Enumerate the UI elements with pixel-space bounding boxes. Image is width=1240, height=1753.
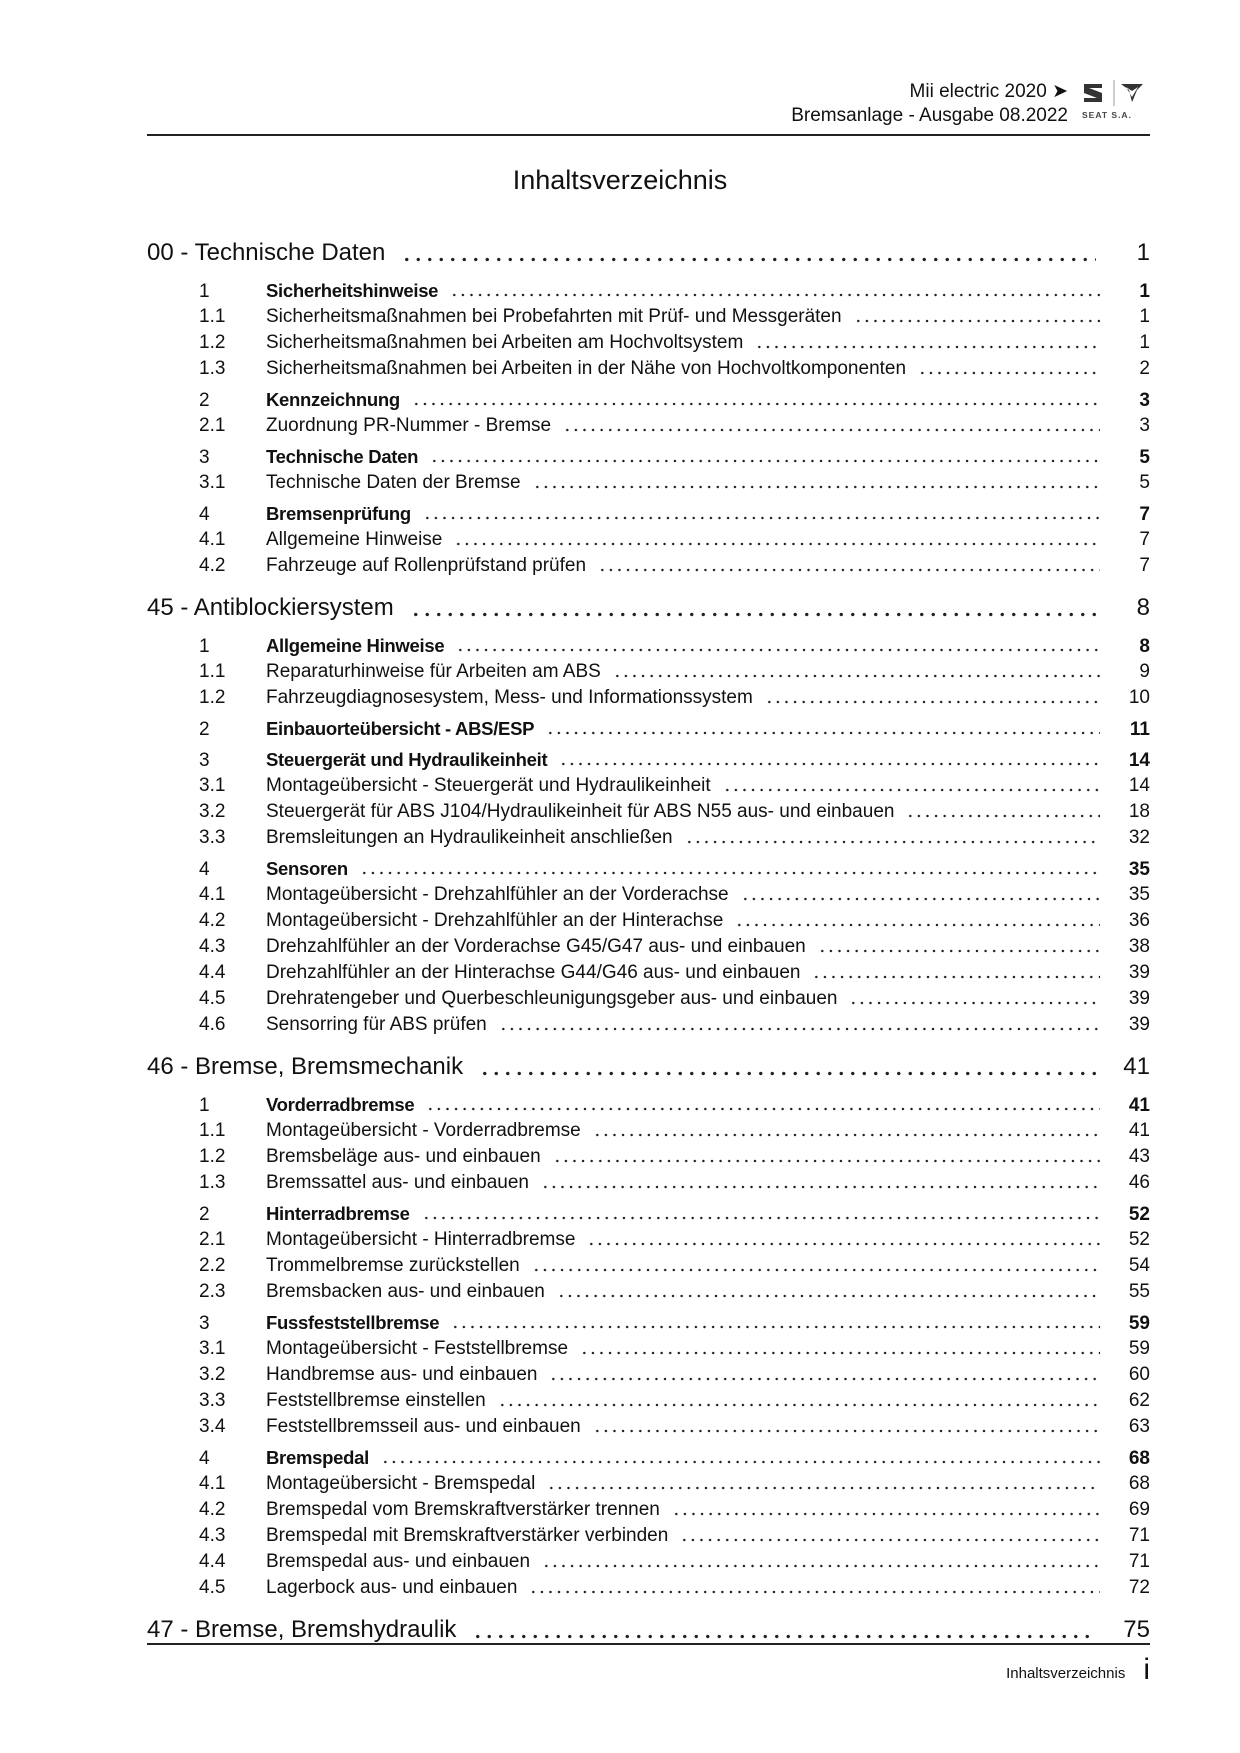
toc-subsection-entry[interactable] xyxy=(147,1336,1150,1362)
dot-leader xyxy=(593,1133,1100,1137)
dot-leader xyxy=(906,814,1100,818)
dot-leader xyxy=(918,371,1100,375)
toc-subsection-entry[interactable] xyxy=(147,1118,1150,1144)
entry-title: Fussfeststellbremse xyxy=(266,1312,440,1333)
toc-subsection-entry[interactable] xyxy=(147,1279,1150,1305)
entry-number: 2.1 xyxy=(199,1229,226,1250)
entry-title: Trommelbremse zurückstellen xyxy=(266,1255,520,1276)
dot-leader xyxy=(553,1159,1100,1163)
toc-subsection-entry[interactable] xyxy=(147,304,1150,330)
toc-subsection-entry[interactable] xyxy=(147,773,1150,799)
entry-title: Sensorring für ABS prüfen xyxy=(266,1014,487,1035)
entry-title: Montageübersicht - Bremspedal xyxy=(266,1473,536,1494)
entry-title: Handbremse aus- und einbauen xyxy=(266,1364,538,1385)
page-number: 1 xyxy=(1139,281,1150,302)
entry-title: Bremspedal mit Bremskraftverstärker verbinden xyxy=(266,1525,669,1546)
entry-number: 4.1 xyxy=(199,529,226,550)
entry-number: 1 xyxy=(199,281,210,302)
dot-leader xyxy=(430,459,1100,463)
footer-page-number: i xyxy=(1143,1653,1150,1686)
page-number: 1 xyxy=(1139,332,1150,353)
entry-title: Fahrzeugdiagnosesystem, Mess- und Informationssystem xyxy=(266,687,753,708)
entry-title: Allgemeine Hinweise xyxy=(266,635,445,656)
entry-number: 4 xyxy=(199,859,210,880)
toc-subsection-entry[interactable] xyxy=(147,934,1150,960)
dot-leader xyxy=(735,923,1100,927)
toc-section-entry[interactable] xyxy=(147,387,1150,413)
entry-title: Bremspedal xyxy=(266,1447,369,1468)
toc-subsection-entry[interactable] xyxy=(147,1414,1150,1440)
entry-number: 3.1 xyxy=(199,775,226,796)
toc-subsection-entry[interactable] xyxy=(147,1497,1150,1523)
entry-title: Sicherheitsmaßnahmen bei Arbeiten am Hochvoltsystem xyxy=(266,332,744,353)
page-number: 8 xyxy=(1136,594,1150,621)
page-number: 39 xyxy=(1128,962,1150,983)
page-number: 52 xyxy=(1128,1229,1150,1250)
toc-subsection-entry[interactable] xyxy=(147,1227,1150,1253)
footer-section: Inhaltsverzeichnis xyxy=(1006,1665,1126,1682)
page-number: 46 xyxy=(1128,1172,1150,1193)
page-number: 69 xyxy=(1128,1499,1150,1520)
toc-section-entry[interactable] xyxy=(147,444,1150,470)
page-number: 18 xyxy=(1128,801,1150,822)
entry-title: Drehzahlfühler an der Hinterachse G44/G46 aus- und einbauen xyxy=(266,962,801,983)
page-number: 1 xyxy=(1139,306,1150,327)
entry-number: 1.2 xyxy=(199,332,226,353)
page-number: 62 xyxy=(1128,1390,1150,1411)
dot-leader xyxy=(422,1216,1100,1220)
page-number: 3 xyxy=(1139,390,1150,411)
toc-section-entry[interactable] xyxy=(147,501,1150,527)
entry-title: Hinterradbremse xyxy=(266,1203,410,1224)
page-number: 5 xyxy=(1139,447,1150,468)
entry-title: Technische Daten der Bremse xyxy=(266,472,521,493)
toc-section-entry[interactable] xyxy=(147,747,1150,773)
entry-title: Drehzahlfühler an der Vorderachse G45/G47 aus- und einbauen xyxy=(266,936,806,957)
entry-title: Montageübersicht - Drehzahlfühler an der Vorderachse xyxy=(266,884,729,905)
entry-title: Bremsenprüfung xyxy=(266,503,411,524)
chapter-title: 47 - Bremse, Bremshydraulik xyxy=(147,1616,457,1643)
dot-leader xyxy=(541,1185,1100,1189)
toc-subsection-entry[interactable] xyxy=(147,1575,1150,1601)
toc-subsection-entry[interactable] xyxy=(147,1388,1150,1414)
entry-number: 4.6 xyxy=(199,1014,226,1035)
entry-number: 1.2 xyxy=(199,687,226,708)
dot-leader xyxy=(849,1001,1100,1005)
entry-title: Steuergerät für ABS J104/Hydraulikeinheit für ABS N55 aus- und einbauen xyxy=(266,801,895,822)
toc-section-entry[interactable] xyxy=(147,716,1150,742)
page-number: 52 xyxy=(1128,1204,1150,1225)
toc-subsection-entry[interactable] xyxy=(147,1253,1150,1279)
entry-title: Montageübersicht - Steuergerät und Hydraulikeinheit xyxy=(266,775,711,796)
dot-leader xyxy=(598,568,1100,572)
entry-number: 1 xyxy=(199,1095,210,1116)
entry-number: 4.4 xyxy=(199,1551,226,1572)
entry-title: Sicherheitsmaßnahmen bei Probefahrten mit Prüf- und Messgeräten xyxy=(266,306,842,327)
toc-subsection-entry[interactable] xyxy=(147,470,1150,496)
entry-number: 2.3 xyxy=(199,1281,226,1302)
dot-leader xyxy=(546,731,1100,735)
page-number: 68 xyxy=(1128,1448,1150,1469)
page-number: 39 xyxy=(1128,988,1150,1009)
page-number: 41 xyxy=(1123,1053,1150,1080)
entry-title: Sensoren xyxy=(266,858,348,879)
toc-subsection-entry[interactable] xyxy=(147,1549,1150,1575)
entry-number: 3.2 xyxy=(199,801,226,822)
entry-number: 4.2 xyxy=(199,1499,226,1520)
dot-leader xyxy=(456,648,1100,652)
entry-number: 4 xyxy=(199,504,210,525)
toc-subsection-entry[interactable] xyxy=(147,659,1150,685)
page-number: 35 xyxy=(1128,859,1150,880)
toc-subsection-entry[interactable] xyxy=(147,1144,1150,1170)
dot-leader xyxy=(499,1027,1100,1031)
toc-section-entry[interactable] xyxy=(147,856,1150,882)
page-number: 55 xyxy=(1128,1281,1150,1302)
page-number: 14 xyxy=(1128,775,1150,796)
toc-chapter-entry[interactable] xyxy=(147,1613,1150,1647)
entry-number: 3.3 xyxy=(199,827,226,848)
dot-leader xyxy=(454,542,1100,546)
entry-number: 4.3 xyxy=(199,936,226,957)
entry-number: 2 xyxy=(199,390,210,411)
entry-number: 2 xyxy=(199,1204,210,1225)
entry-number: 1.3 xyxy=(199,1172,226,1193)
dot-leader xyxy=(547,1486,1100,1490)
entry-title: Kennzeichnung xyxy=(266,389,400,410)
entry-number: 3.4 xyxy=(199,1416,226,1437)
entry-title: Zuordnung PR-Nummer - Bremse xyxy=(266,415,552,436)
page-number: 54 xyxy=(1128,1255,1150,1276)
toc-subsection-entry[interactable] xyxy=(147,986,1150,1012)
entry-number: 3 xyxy=(199,1313,210,1334)
page-number: 71 xyxy=(1128,1551,1150,1572)
header-edition: Bremsanlage - Ausgabe 08.2022 xyxy=(791,105,1068,126)
toc-subsection-entry[interactable] xyxy=(147,1523,1150,1549)
entry-number: 3.2 xyxy=(199,1364,226,1385)
dot-leader xyxy=(549,1377,1100,1381)
dot-leader xyxy=(587,1242,1100,1246)
page-number: 14 xyxy=(1128,750,1150,771)
entry-title: Montageübersicht - Hinterradbremse xyxy=(266,1229,576,1250)
entry-number: 3.1 xyxy=(199,472,226,493)
header-model: Mii electric 2020 ➤ xyxy=(909,81,1068,102)
dot-leader xyxy=(723,788,1100,792)
page-number: 71 xyxy=(1128,1525,1150,1546)
dot-leader xyxy=(542,1564,1100,1568)
dot-leader xyxy=(559,762,1100,766)
dot-leader xyxy=(381,1460,1100,1464)
dot-leader xyxy=(593,1429,1100,1433)
page-number: 39 xyxy=(1128,1014,1150,1035)
entry-title: Sicherheitsmaßnahmen bei Arbeiten in der Nähe von Hochvoltkomponenten xyxy=(266,358,907,379)
toc-section-entry[interactable] xyxy=(147,1201,1150,1227)
page-number: 41 xyxy=(1128,1095,1150,1116)
page-title: Inhaltsverzeichnis xyxy=(512,165,728,195)
toc-chapter-entry[interactable] xyxy=(147,236,1150,270)
entry-number: 1.1 xyxy=(199,1120,226,1141)
entry-number: 4.2 xyxy=(199,555,226,576)
toc-section-entry[interactable] xyxy=(147,633,1150,659)
dot-leader xyxy=(741,897,1100,901)
page-number: 7 xyxy=(1139,504,1150,525)
toc-chapter-entry[interactable] xyxy=(147,1050,1150,1084)
toc-section-entry[interactable] xyxy=(147,1445,1150,1471)
dot-leader xyxy=(854,319,1100,323)
toc-section-entry[interactable] xyxy=(147,1310,1150,1336)
toc-subsection-entry[interactable] xyxy=(147,1362,1150,1388)
logo-text: SEAT S.A. xyxy=(1082,110,1132,120)
entry-title: Bremspedal aus- und einbauen xyxy=(266,1551,531,1572)
toc-subsection-entry[interactable] xyxy=(147,1170,1150,1196)
entry-number: 3.1 xyxy=(199,1338,226,1359)
toc-section-entry[interactable] xyxy=(147,1092,1150,1118)
toc-chapter-entry[interactable] xyxy=(147,591,1150,625)
page-number: 11 xyxy=(1129,719,1150,740)
dot-leader xyxy=(680,1538,1100,1542)
toc-subsection-entry[interactable] xyxy=(147,527,1150,553)
page-number: 1 xyxy=(1136,239,1150,266)
page-number: 32 xyxy=(1128,827,1150,848)
entry-number: 1.1 xyxy=(199,306,226,327)
footer-divider xyxy=(147,1643,1150,1645)
page-number: 9 xyxy=(1139,661,1150,682)
toc-subsection-entry[interactable] xyxy=(147,1471,1150,1497)
page-number: 8 xyxy=(1139,636,1150,657)
toc-subsection-entry[interactable] xyxy=(147,882,1150,908)
table-of-contents xyxy=(147,236,1150,1647)
dot-leader xyxy=(685,840,1100,844)
entry-number: 1 xyxy=(199,636,210,657)
dot-leader xyxy=(580,1351,1100,1355)
dot-leader xyxy=(672,1512,1100,1516)
entry-title: Feststellbremsseil aus- und einbauen xyxy=(266,1416,581,1437)
page-number: 2 xyxy=(1139,358,1150,379)
page-number: 43 xyxy=(1128,1146,1150,1167)
page-number: 59 xyxy=(1128,1338,1150,1359)
toc-subsection-entry[interactable] xyxy=(147,356,1150,382)
dot-leader xyxy=(412,402,1100,406)
toc-subsection-entry[interactable] xyxy=(147,553,1150,579)
dot-leader xyxy=(479,1071,1096,1076)
dot-leader xyxy=(450,293,1100,297)
entry-title: Feststellbremse einstellen xyxy=(266,1390,486,1411)
entry-number: 4.5 xyxy=(199,988,226,1009)
entry-title: Bremspedal vom Bremskraftverstärker trennen xyxy=(266,1499,660,1520)
dot-leader xyxy=(818,949,1100,953)
page-number: 68 xyxy=(1128,1473,1150,1494)
entry-number: 4.2 xyxy=(199,910,226,931)
entry-title: Allgemeine Hinweise xyxy=(266,529,443,550)
page-header xyxy=(147,78,1150,136)
page-number: 63 xyxy=(1128,1416,1150,1437)
entry-number: 4.1 xyxy=(199,1473,226,1494)
entry-number: 1.2 xyxy=(199,1146,226,1167)
dot-leader xyxy=(529,1590,1100,1594)
entry-number: 4.5 xyxy=(199,1577,226,1598)
entry-number: 1.1 xyxy=(199,661,226,682)
entry-title: Steuergerät und Hydraulikeinheit xyxy=(266,749,548,770)
page-number: 60 xyxy=(1128,1364,1150,1385)
dot-leader xyxy=(613,674,1100,678)
page-number: 38 xyxy=(1128,936,1150,957)
entry-number: 2 xyxy=(199,719,210,740)
chapter-title: 45 - Antiblockiersystem xyxy=(147,594,394,621)
dot-leader xyxy=(765,700,1100,704)
entry-title: Bremsleitungen an Hydraulikeinheit anschließen xyxy=(266,827,673,848)
toc-subsection-entry[interactable] xyxy=(147,908,1150,934)
toc-section-entry[interactable] xyxy=(147,278,1150,304)
seat-cupra-logo xyxy=(1080,78,1150,128)
entry-number: 4.3 xyxy=(199,1525,226,1546)
dot-leader xyxy=(423,516,1100,520)
dot-leader xyxy=(401,257,1096,262)
entry-title: Montageübersicht - Drehzahlfühler an der Hinterachse xyxy=(266,910,724,931)
entry-number: 2.2 xyxy=(199,1255,226,1276)
page-number: 36 xyxy=(1128,910,1150,931)
entry-title: Drehratengeber und Querbeschleunigungsgeber aus- und einbauen xyxy=(266,988,838,1009)
entry-number: 4 xyxy=(199,1448,210,1469)
entry-title: Bremssattel aus- und einbauen xyxy=(266,1172,529,1193)
dot-leader xyxy=(563,428,1100,432)
header-text xyxy=(791,80,1068,128)
page-number: 72 xyxy=(1128,1577,1150,1598)
entry-number: 3.3 xyxy=(199,1390,226,1411)
dot-leader xyxy=(532,1268,1100,1272)
page-number: 59 xyxy=(1128,1313,1150,1334)
page-number: 7 xyxy=(1139,555,1150,576)
entry-number: 3 xyxy=(199,750,210,771)
entry-title: Montageübersicht - Vorderradbremse xyxy=(266,1120,581,1141)
toc-subsection-entry[interactable] xyxy=(147,330,1150,356)
chapter-title: 00 - Technische Daten xyxy=(147,239,386,266)
toc-subsection-entry[interactable] xyxy=(147,413,1150,439)
seat-logo-icon xyxy=(1080,78,1150,110)
chapter-title: 46 - Bremse, Bremsmechanik xyxy=(147,1053,464,1080)
entry-title: Vorderradbremse xyxy=(266,1094,415,1115)
dot-leader xyxy=(360,871,1100,875)
toc-subsection-entry[interactable] xyxy=(147,1012,1150,1038)
page-number: 41 xyxy=(1128,1120,1150,1141)
entry-title: Bremsbacken aus- und einbauen xyxy=(266,1281,545,1302)
page-footer xyxy=(1006,1655,1150,1685)
entry-number: 1.3 xyxy=(199,358,226,379)
entry-number: 2.1 xyxy=(199,415,226,436)
dot-leader xyxy=(426,1107,1100,1111)
dot-leader xyxy=(498,1403,1100,1407)
dot-leader xyxy=(755,345,1100,349)
page-number: 7 xyxy=(1139,529,1150,550)
entry-title: Lagerbock aus- und einbauen xyxy=(266,1577,518,1598)
dot-leader xyxy=(451,1325,1100,1329)
entry-title: Reparaturhinweise für Arbeiten am ABS xyxy=(266,661,601,682)
entry-title: Technische Daten xyxy=(266,446,419,467)
toc-subsection-entry[interactable] xyxy=(147,799,1150,825)
entry-number: 3 xyxy=(199,447,210,468)
toc-subsection-entry[interactable] xyxy=(147,825,1150,851)
page-number: 10 xyxy=(1128,687,1150,708)
page-number: 5 xyxy=(1139,472,1150,493)
entry-title: Fahrzeuge auf Rollenprüfstand prüfen xyxy=(266,555,587,576)
toc-subsection-entry[interactable] xyxy=(147,960,1150,986)
page-number: 75 xyxy=(1123,1616,1150,1643)
entry-number: 4.1 xyxy=(199,884,226,905)
toc-subsection-entry[interactable] xyxy=(147,685,1150,711)
entry-title: Sicherheitshinweise xyxy=(266,280,439,301)
entry-number: 4.4 xyxy=(199,962,226,983)
entry-title: Montageübersicht - Feststellbremse xyxy=(266,1338,569,1359)
entry-title: Bremsbeläge aus- und einbauen xyxy=(266,1146,541,1167)
dot-leader xyxy=(557,1294,1100,1298)
page-number: 35 xyxy=(1128,884,1150,905)
dot-leader xyxy=(410,612,1096,617)
dot-leader xyxy=(472,1634,1096,1639)
dot-leader xyxy=(533,485,1100,489)
dot-leader xyxy=(812,975,1100,979)
page-number: 3 xyxy=(1139,415,1150,436)
entry-title: Einbauorteübersicht - ABS/ESP xyxy=(266,718,535,739)
